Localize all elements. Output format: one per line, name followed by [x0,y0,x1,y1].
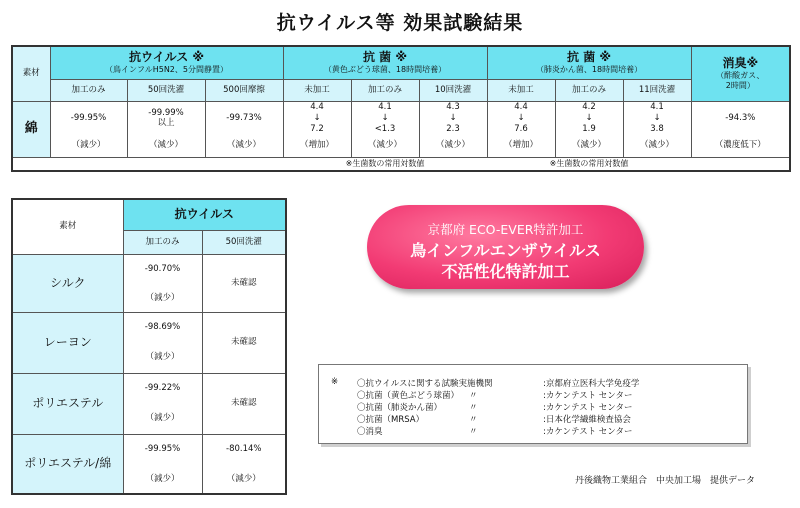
log-note: ※生菌数の常用対数値 [345,158,425,168]
material-header: 素材 [12,199,123,254]
col-header: 500回摩擦 [205,79,283,101]
col-header: 未加工 [283,79,351,101]
note-row: 〇抗ウイルスに関する試験実施機関 :京都府立医科大学免疫学 [357,379,640,389]
badge-line-2: 鳥インフルエンザウイルス [410,241,601,260]
result-cell: （減少） [123,343,202,373]
value-cell: -99.73% [205,101,283,135]
wash-cell: 未確認 [202,312,286,373]
value-cell: -98.69% [123,312,202,343]
note-row: 〇抗菌（黄色ぶどう球菌） 〃 :カケンテスト センター [357,391,633,401]
result-cell: （減少） [419,135,487,157]
value-cell: 4.1 ↓ 3.8 [623,101,691,135]
wash-result-cell: （減少） [202,465,286,494]
result-cell: （増加） [283,135,351,157]
value-cell: -99.95% [123,434,202,465]
col-header: 加工のみ [123,230,202,254]
badge-line-1: 京都府 ECO-EVER特許加工 [427,222,584,237]
result-cell: （減少） [50,135,127,157]
col-header: 加工のみ [50,79,127,101]
value-cell: 4.4 ↓ 7.6 [487,101,555,135]
value-cell: -99.95% [50,101,127,135]
patent-badge [367,205,644,289]
wash-cell: 未確認 [202,373,286,434]
result-cell: （減少） [123,465,202,494]
results-table-cotton [11,45,791,172]
result-cell: （減少） [351,135,419,157]
testing-institutions-note [318,364,748,444]
value-cell: -99.99% 以上 [127,101,205,135]
col-header: 50回洗濯 [127,79,205,101]
row-label-polyester: ポリエステル [12,373,123,434]
deodorant-group-header: 消臭※ （酢酸ガス、 2時間） [691,46,790,101]
antivirus-group-header: 抗ウイルス [123,199,286,230]
wash-cell: -80.14% [202,434,286,465]
result-cell: （減少） [127,135,205,157]
value-cell: -90.70% [123,254,202,285]
col-header: 50回洗濯 [202,230,286,254]
note-row: 〇抗菌（肺炎かん菌） 〃 :カケンテスト センター [357,403,633,413]
col-header: 加工のみ [351,79,419,101]
row-label-rayon: レーヨン [12,312,123,373]
page-title: 抗ウイルス等 効果試験結果 [276,12,524,34]
wash-cell: 未確認 [202,254,286,312]
value-cell: 4.2 ↓ 1.9 [555,101,623,135]
col-header: 10回洗濯 [419,79,487,101]
result-cell: （減少） [123,404,202,434]
result-cell: （減少） [623,135,691,157]
value-cell: -94.3% [691,101,790,135]
antibacterial-staph-group-header: 抗 菌 ※ （黄色ぶどう球菌、18時間培養） [283,46,487,79]
data-source-footer: 丹後織物工業組合 中央加工場 提供データ [575,476,756,486]
value-cell: 4.1 ↓ <1.3 [351,101,419,135]
antivirus-group-header: 抗ウイルス ※ （鳥インフルH5N2、5分間静置） [50,46,283,79]
results-table-materials [11,198,287,495]
note-mark: ※ [331,377,339,387]
note-row: 〇消臭 〃 :カケンテスト センター [357,427,633,437]
result-cell: （減少） [205,135,283,157]
material-header: 素材 [12,46,50,101]
result-cell: （濃度低下） [691,135,790,157]
value-cell: 4.4 ↓ 7.2 [283,101,351,135]
result-cell: （減少） [123,285,202,312]
col-header: 加工のみ [555,79,623,101]
badge-line-3: 不活性化特許加工 [441,262,570,281]
result-cell: （減少） [555,135,623,157]
note-row: 〇抗菌（MRSA） 〃 :日本化学繊維検査協会 [357,415,631,425]
value-cell: 4.3 ↓ 2.3 [419,101,487,135]
row-label-silk: シルク [12,254,123,312]
row-label-polyester-cotton: ポリエステル/綿 [12,434,123,494]
row-label-cotton: 綿 [12,101,50,157]
col-header: 11回洗濯 [623,79,691,101]
col-header: 未加工 [487,79,555,101]
value-cell: -99.22% [123,373,202,404]
log-note: ※生菌数の常用対数値 [549,158,629,168]
antibacterial-klebsiella-group-header: 抗 菌 ※ （肺炎かん菌、18時間培養） [487,46,691,79]
result-cell: （増加） [487,135,555,157]
